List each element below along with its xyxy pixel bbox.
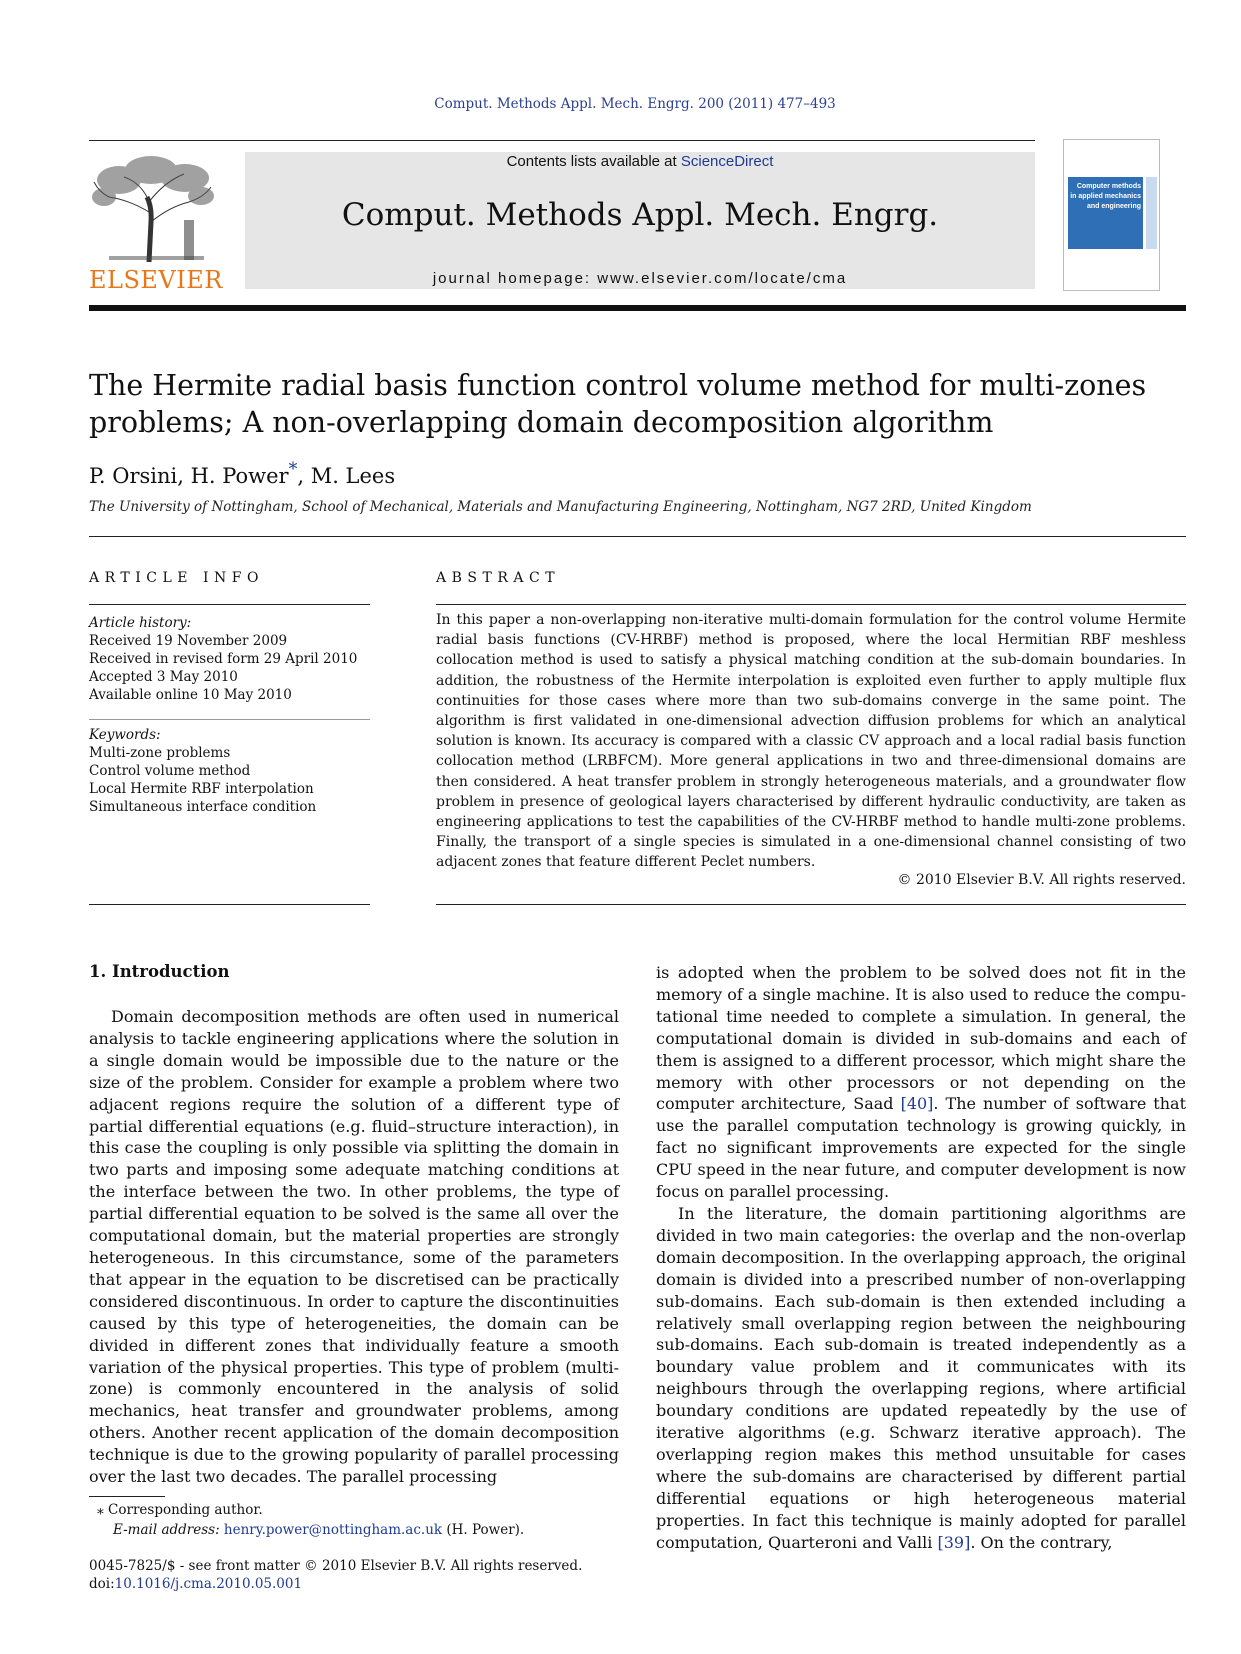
reference-link[interactable]: [39] [937, 1532, 971, 1552]
history-item: Received in revised form 29 April 2010 [89, 651, 358, 667]
doi-label: doi: [89, 1576, 115, 1592]
affiliation-rule [89, 536, 1186, 537]
body-paragraph: Domain decomposition methods are often used in numerical analysis to tackle engineering applications where the solution in a single domain would be impossible due to the nature or the size of the problem. Consider for example a problem where two adjacent regions require the solution of a different type of partial differential equations (e.g. fluid–structure interaction), in this case the coupling is only possible via splitting the domain in two parts and imposing some adequate matching conditions at the interface between the two. In other problems, the type of partial differential equation to be solved is the same all over the computational domain, but the material properties are strongly heterogeneous. In this circumstance, some of the parameters that appear in the equation to be discretised can be practically considered discontinuous. In order to capture the discontinuities caused by this type of heterogeneities, the domain can be divided in different zones that individually feature a smooth variation of the physical properties. This type of problem (multi-zone) is commonly encountered in the analysis of solid mechanics, heat transfer and groundwater problems, among others. Another recent application of the domain decomposition technique is due to the growing popularity of parallel processing over the last two decades. The parallel processing [89, 1007, 619, 1487]
cover-title: Computer methods in applied mechanics and engineering [1070, 183, 1141, 210]
doi-link[interactable]: 10.1016/j.cma.2010.05.001 [114, 1576, 303, 1592]
abstract-rule [436, 604, 1186, 605]
author-list [89, 460, 395, 488]
homepage-url[interactable]: www.elsevier.com/locate/cma [597, 270, 848, 287]
history-item: Available online 10 May 2010 [89, 687, 292, 703]
email-owner: (H. Power). [442, 1522, 525, 1538]
info-divider [89, 719, 370, 720]
header-rule [89, 140, 1035, 141]
journal-citation: Comput. Methods Appl. Mech. Engrg. 200 (2011) 477–493 [434, 96, 836, 112]
body-left-column [89, 1006, 619, 1488]
header-thick-rule [89, 305, 1186, 311]
authors-last: , M. Lees [297, 464, 396, 488]
info-bottom-rule [89, 904, 370, 905]
keywords-label: Keywords: [89, 727, 161, 743]
journal-homepage [245, 270, 1035, 287]
tree-icon [89, 152, 217, 264]
keyword-item: Control volume method [89, 763, 251, 779]
copyright-line: © 2010 Elsevier B.V. All rights reserved. [897, 872, 1186, 888]
contents-prefix: Contents lists available at [506, 153, 681, 170]
article-title: The Hermite radial basis function control volume method for multi-zones problems; A non-overlapping domain decomposition algorithm [89, 369, 1147, 439]
article-info-rule [89, 604, 370, 605]
corresponding-label: Corresponding author. [108, 1502, 263, 1518]
reference-link[interactable]: [40] [900, 1094, 934, 1114]
abstract-heading: ABSTRACT [436, 570, 561, 586]
keyword-item: Simultaneous interface condition [89, 799, 317, 815]
history-item: Received 19 November 2009 [89, 633, 288, 649]
paragraph-text: . The number of software that use the parallel computation technology is growing quickly, in fact no significant improvements are expected for the single CPU speed in the near future, and computer development is now focus on parallel processing. [656, 1094, 1187, 1202]
abstract-bottom-rule [436, 904, 1186, 905]
section-heading: 1. Introduction [89, 962, 230, 981]
front-matter-line: 0045-7825/$ - see front matter © 2010 Elsevier B.V. All rights reserved. [89, 1558, 583, 1574]
keyword-item: Multi-zone problems [89, 745, 231, 761]
corresponding-note [89, 1500, 619, 1520]
email-label: E-mail address: [113, 1522, 224, 1538]
contents-line [245, 153, 1035, 170]
authors-first: P. Orsini, H. Power [89, 464, 289, 488]
footnote [89, 1500, 619, 1540]
front-matter [89, 1557, 689, 1593]
article-info-heading: ARTICLE INFO [89, 570, 264, 586]
history-item: Accepted 3 May 2010 [89, 669, 238, 685]
body-right-column [656, 962, 1186, 1553]
paragraph-text: In the literature, the domain partitioning algorithms are divided in two main categories: the overlap and the non-overlap domain decomposition. In the overlapping approach, the original domain is divided into a prescribed number of non-overlapping sub-domains. Each sub-domain is then extended including a relatively small overlapping region between the neighbouring sub-domains. Each sub-domain is treated independently as a boundary value problem and it communicates with its neighbours through the overlapping regions, where artificial boundary conditions are updated repeatedly by the use of iterative algorithms (e.g. Schwarz iterative approach). The overlapping region makes this method unsuitable for cases where the sub-domains are characterised by different partial differential equations or high heterogeneous material properties. In fact this technique is mainly adopted for parallel computation, Quarteroni and Valli [656, 1203, 1186, 1552]
corresponding-author-marker[interactable]: * [288, 460, 298, 480]
sciencedirect-link[interactable]: ScienceDirect [680, 153, 774, 170]
affiliation: The University of Nottingham, School of Mechanical, Materials and Manufacturing Engineering, Nottingham, NG7 2RD, United Kingdom [89, 499, 1032, 515]
footnote-star: ⁎ [97, 1502, 104, 1518]
cover-light-panel [1146, 177, 1157, 249]
keywords [89, 726, 374, 816]
keyword-item: Local Hermite RBF interpolation [89, 781, 314, 797]
body-paragraph [656, 1203, 1186, 1554]
history-label: Article history: [89, 615, 192, 631]
publisher-wordmark: ELSEVIER [89, 266, 223, 294]
footnote-rule [89, 1496, 165, 1497]
email-link[interactable]: henry.power@nottingham.ac.uk [223, 1522, 443, 1538]
abstract-text: In this paper a non-overlapping non-iterative multi-domain formulation for the control volume Hermite radial basis functions (CV-HRBF) method is proposed, where the local Hermitian RBF meshless collocation method is used to satisfy a physical matching condition at the sub-domain boundaries. In addition, the robustness of the Hermite interpolation is exploited even further to apply multiple flux continuities for those cases where more than two sub-domains converge in the same point. The algorithm is first validated in one-dimensional advection diffusion problems for which an analytical solution is known. Its accuracy is compared with a classic CV approach and a local radial basis function collocation method (LRBFCM). More general applications in two and three-dimensional domains are then considered. A heat transfer problem in strongly heterogeneous materials, and a groundwater flow problem in presence of geological layers characterised by different hydraulic conductivity, are taken as engineering applications to test the capabilities of the CV-HRBF method to handle multi-zone problems. Finally, the transport of a single species is simulated in a one-dimensional channel consisting of two adjacent zones that feature different Peclet numbers. [436, 612, 1186, 871]
email-note [89, 1520, 619, 1540]
body-paragraph [656, 962, 1186, 1203]
paragraph-text: is adopted when the problem to be solved does not fit in the memory of a single machine. It is also used to reduce the computational time needed to complete a simulation. In general, the computational domain is divided in sub-domains and each of them is assigned to a different processor, which might share the memory with other processors or not depending on the computer architecture, Saad [656, 963, 1186, 1114]
journal-name: Comput. Methods Appl. Mech. Engrg. [341, 197, 939, 233]
article-history [89, 614, 374, 704]
paragraph-text: . On the contrary, [970, 1532, 1113, 1552]
doi-line [89, 1575, 689, 1593]
homepage-prefix: journal homepage: [432, 270, 598, 287]
